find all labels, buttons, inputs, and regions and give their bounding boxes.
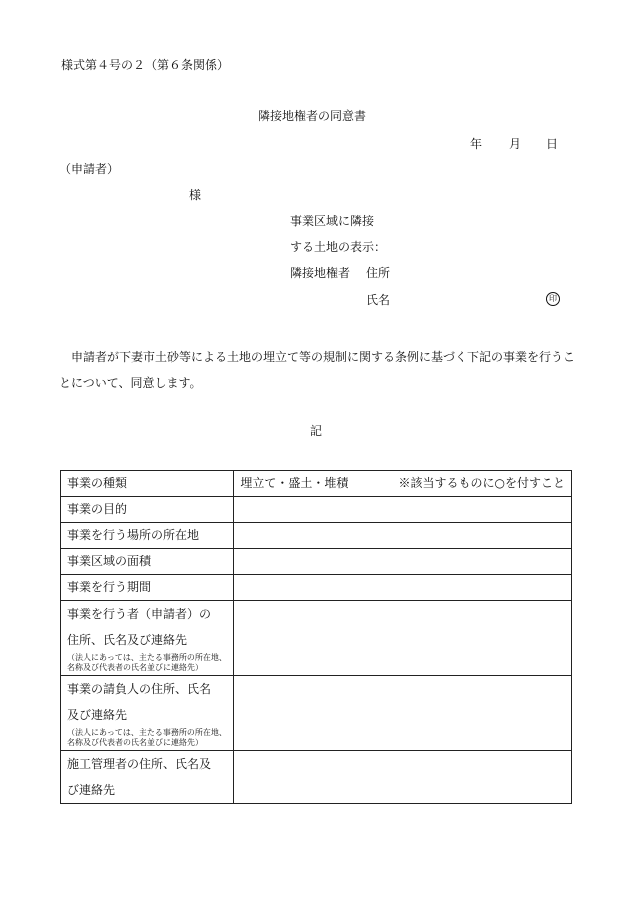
project-type-label: 事業の種類 (61, 471, 234, 497)
table-row (61, 471, 572, 497)
applicant-label: （申請者） (59, 162, 120, 176)
document-title: 隣接地権者の同意書 (258, 109, 367, 123)
date-day-label: 日 (546, 137, 559, 151)
table-row (61, 549, 572, 575)
adjacent-owner-label: 隣接地権者 (290, 266, 351, 280)
table-row (61, 497, 572, 523)
contractor-info-label (61, 676, 234, 751)
table-row (61, 751, 572, 804)
form-number: 様式第４号の２（第６条関係） (61, 58, 230, 72)
project-location-label: 事業を行う場所の所在地 (61, 523, 234, 549)
adjacent-land-label-line2: する土地の表示： (290, 240, 387, 254)
site-manager-info-label (61, 751, 234, 804)
contractor-info-label-line1: 事業の請負人の住所、氏名 (67, 682, 212, 696)
project-area-value[interactable] (234, 549, 572, 575)
table-row (61, 676, 572, 751)
owner-name-label: 氏名 (366, 293, 391, 307)
applicant-info-value[interactable] (234, 601, 572, 676)
project-purpose-value[interactable] (234, 497, 572, 523)
contractor-info-note: （法人にあっては、主たる事務所の所在地、名称及び代表者の氏名並びに連絡先） (67, 728, 227, 747)
adjacent-land-label-line1: 事業区域に隣接 (290, 214, 375, 228)
project-period-value[interactable] (234, 575, 572, 601)
consent-paragraph: 申請者が下妻市土砂等による土地の埋立て等の規制に関する条例に基づく下記の事業を行うことについて、同意します。 (59, 350, 576, 390)
project-type-value[interactable] (234, 471, 572, 497)
contractor-info-value[interactable] (234, 676, 572, 751)
applicant-info-label-line2: 住所、氏名及び連絡先 (67, 633, 188, 647)
applicant-info-label (61, 601, 234, 676)
owner-address-label: 住所 (366, 266, 391, 280)
project-period-label: 事業を行う期間 (61, 575, 234, 601)
site-manager-info-label-line1: 施工管理者の住所、氏名及 (67, 757, 212, 771)
seal-mark (546, 292, 560, 306)
project-details-table (60, 470, 572, 804)
contractor-info-label-line2: 及び連絡先 (67, 708, 128, 722)
table-row (61, 575, 572, 601)
project-area-label: 事業区域の面積 (61, 549, 234, 575)
applicant-info-label-line1: 事業を行う者（申請者）の (67, 607, 212, 621)
applicant-info-note: （法人にあっては、主たる事務所の所在地、名称及び代表者の氏名並びに連絡先） (67, 653, 227, 672)
ki-heading: 記 (310, 424, 323, 438)
project-purpose-label: 事業の目的 (61, 497, 234, 523)
project-type-options: 埋立て・盛土・堆積 (240, 476, 349, 490)
table-row (61, 523, 572, 549)
table-row (61, 601, 572, 676)
honorific-label: 様 (189, 188, 202, 202)
date-month-label: 月 (509, 137, 522, 151)
site-manager-info-value[interactable] (234, 751, 572, 804)
site-manager-info-label-line2: び連絡先 (67, 783, 116, 797)
seal-mark-text: 印 (549, 294, 557, 303)
date-year-label: 年 (470, 137, 483, 151)
project-location-value[interactable] (234, 523, 572, 549)
project-type-note: ※該当するものに○を付すこと (398, 476, 565, 490)
